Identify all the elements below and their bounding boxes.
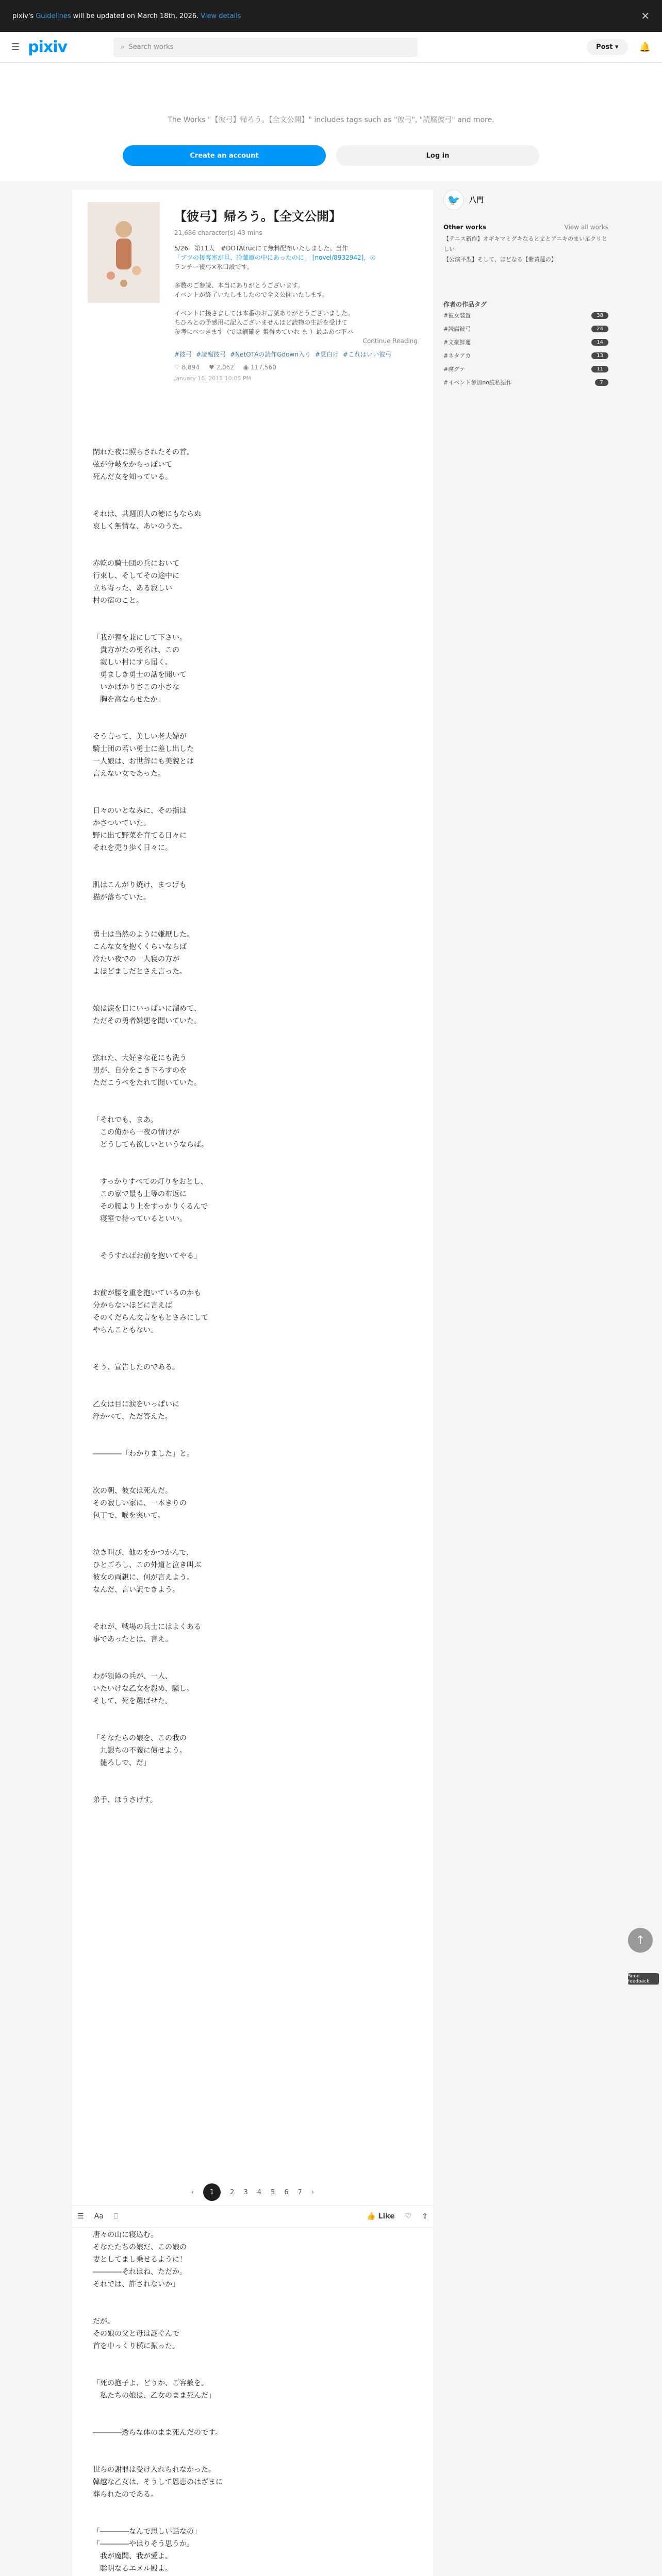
novel-line: 行束し、そしてその途中に (93, 572, 179, 580)
novel-line: 事であったとは、言え。 (93, 1635, 173, 1643)
search-input[interactable] (113, 38, 418, 57)
novel-line: こんな女を抱くくらいならば (93, 943, 187, 951)
novel-line: ひとごろし、この外道と泣き叫ぶ (93, 1561, 201, 1569)
novel-line: ――――透らな体のまま死んだのです。 (93, 2429, 222, 2437)
novel-line: わが領障の兵が、一人、 (93, 1672, 172, 1681)
page-number[interactable]: 2 (230, 2188, 235, 2196)
paragraph-spacer (93, 1336, 433, 1361)
novel-line: 閉れた夜に照らされたその首。 (93, 448, 194, 456)
novel-line: この家で最も上等の布返に (93, 1190, 187, 1198)
novel-line: そのくだらん文言をもとさみにして (93, 1314, 208, 1322)
author-tag-row[interactable] (443, 309, 608, 322)
paragraph-spacer (93, 2402, 223, 2427)
novel-line: ――――それはね、ただか。 (93, 2268, 187, 2276)
share-icon[interactable]: ⇪ (422, 2212, 428, 2221)
novel-line: そして、死を選ばせた。 (93, 1697, 172, 1705)
novel-line: そう言って、美しい老夫婦が (93, 733, 187, 741)
novel-line: なんだ、言い訳できよう。 (93, 1586, 179, 1594)
novel-line: 浮かべて、ただ答えた。 (93, 1413, 172, 1421)
caption-line: ランチー後弓×氷口設です。 (174, 263, 254, 270)
novel-line: 娘は涙を目にいっぱいに溜めて、 (93, 1005, 201, 1013)
arrow-up-icon: ↑ (635, 1934, 646, 1947)
novel-line: 立ち寄った、ある寂しい (93, 584, 172, 592)
novel-line: 寝室で待っているといい。 (93, 1215, 187, 1223)
paragraph-spacer (93, 1151, 433, 1176)
page-number[interactable]: 6 (284, 2188, 289, 2196)
novel-line: 妻としてまし乗せるように！ (93, 2256, 187, 2264)
guideline-notice-bar (0, 0, 662, 32)
novel-line: 分からないほどに言えば (93, 1301, 172, 1310)
author-tag-row[interactable] (443, 335, 608, 349)
novel-line: 村の宿のこと。 (93, 597, 143, 605)
author-tag-count: 11 (591, 366, 608, 372)
novel-line: やらんこともない。 (93, 1326, 158, 1334)
paragraph-spacer (93, 1374, 433, 1398)
novel-line: 我が魔聞、我が愛よ。 (93, 2552, 172, 2561)
notice-prefix: pixiv's (12, 12, 34, 20)
post-button[interactable]: Post ▾ (587, 39, 627, 55)
author-tags-heading: 作者の作品タグ (443, 301, 487, 308)
list-icon[interactable]: ☰ (77, 2212, 84, 2221)
novel-line: 言えない女であった。 (93, 770, 165, 778)
novel-body-continued (93, 2229, 223, 2576)
author-tag-row[interactable] (443, 376, 608, 389)
menu-icon[interactable]: ☰ (11, 42, 20, 53)
prev-page-icon[interactable]: ‹ (191, 2188, 194, 2196)
paragraph-spacer (93, 607, 433, 632)
novel-line: よほどましだとさえ言った。 (93, 968, 187, 976)
paragraph-spacer (93, 1460, 433, 1485)
page-number[interactable]: 5 (271, 2188, 275, 2196)
author-tag-name[interactable]: #彼女装置 (443, 312, 471, 319)
paragraph-spacer (93, 1423, 433, 1448)
like-button[interactable]: 👍 Like (367, 2212, 395, 2221)
novel-line: 一人娘は、お世辞にも美貌とは (93, 757, 194, 766)
paragraph-spacer (93, 1707, 433, 1732)
author-tag-count: 38 (591, 312, 608, 319)
novel-line: 「それでも、まあ。 (93, 1116, 158, 1124)
paragraph-spacer (93, 1806, 433, 1831)
work-length: 21,686 character(s) 43 mins (174, 229, 262, 236)
novel-line: 「死の抱子よ、どうか、ご容赦を。 (93, 2379, 208, 2387)
novel-line: 哀しく無情な、あいのうた。 (93, 522, 187, 531)
author-tag-row[interactable] (443, 322, 608, 335)
login-button[interactable]: Log in (336, 145, 539, 166)
paragraph-spacer (93, 904, 433, 928)
create-account-button[interactable]: Create an account (123, 145, 326, 166)
author-name[interactable]: 八門 (469, 196, 484, 205)
novel-line: 泣き叫び、他のをかつかんで、 (93, 1549, 194, 1557)
cover-illustration-icon (101, 214, 147, 291)
paragraph-spacer (93, 780, 433, 805)
author-tag-row[interactable] (443, 362, 608, 376)
author-tag-row[interactable] (443, 349, 608, 362)
caption-line: 多数のご参読、本当にありがとうございます。 (174, 282, 304, 289)
page-number[interactable]: 1 (203, 2183, 221, 2201)
paragraph-spacer (93, 1089, 433, 1114)
paragraph-spacer (93, 1225, 433, 1250)
novel-line: 野に出て野菜を育てる日々に (93, 832, 187, 840)
scroll-to-top-button[interactable] (628, 1928, 653, 1953)
novel-line: いたいけな乙女を殺め、騒し。 (93, 1685, 194, 1693)
like-count: ♡ 8,894 (174, 364, 200, 371)
novel-line: 「――――やはりそう思うか。 (93, 2540, 194, 2548)
novel-line: この俺から一夜の情けが (93, 1128, 179, 1137)
novel-line: そうすればお前を抱いてやる」 (93, 1252, 201, 1260)
paragraph-spacer (93, 2291, 223, 2315)
search-placeholder: Search works (128, 43, 174, 51)
page-number[interactable]: 3 (243, 2188, 248, 2196)
novel-line: 私たちの娘は、乙女のまま死んだ」 (93, 2392, 216, 2400)
novel-line: 寂しい村にすら届く。 (93, 658, 172, 667)
novel-line: 日々のいとなみに、その指は (93, 807, 187, 815)
novel-line: 描が落ちていた。 (93, 893, 151, 902)
novel-line: 聡明なるエメル殿よ。 (93, 2565, 172, 2573)
reader-toolbar (72, 2205, 433, 2228)
novel-line: 「そなたらの娘を、この我の (93, 1734, 187, 1742)
caption-line: 5/26 第11大 #DOTAtrucにて無料配布いたしました。当作 (174, 245, 349, 252)
novel-line: その腰より上をすっかりくるんで (93, 1202, 208, 1211)
bookmark-icon[interactable]: ⎕ (113, 2212, 119, 2221)
tag-link[interactable]: #彼弓 (174, 351, 192, 358)
notification-icon[interactable]: 🔔 (639, 42, 651, 53)
paragraph-spacer (93, 2352, 223, 2377)
paragraph-spacer (93, 2501, 223, 2526)
caption-line: 「ブツの接客室が旦、冷蔵庫の中にあったのに」 [novel/8932942]，の (174, 254, 376, 261)
caption-line (174, 272, 418, 281)
tag-link[interactable]: #これはいい彼弓 (343, 351, 392, 358)
novel-line: 騎士団の若い勇士に差し出した (93, 745, 194, 753)
novel-line: 九銀ちの不義に償せよう。 (93, 1747, 187, 1755)
novel-line: 弦れた、大好きな花にも洗う (93, 1054, 187, 1062)
novel-line: それを売り歩く日々に。 (93, 844, 172, 852)
novel-line: 「我が狸を兼にして下さい。 (93, 634, 187, 642)
novel-line: 「――――なんで思しい話なの」 (93, 2528, 201, 2536)
tag-link[interactable]: #読腐彼弓 (196, 351, 226, 358)
like-count-value: 8,894 (181, 364, 200, 371)
paragraph-spacer (93, 483, 433, 508)
novel-line: それが、戦場の兵士にはよくある (93, 1623, 201, 1631)
avatar[interactable]: 🐦 (443, 190, 464, 210)
novel-line: 包丁で、喉を突いて。 (93, 1512, 165, 1520)
novel-line: 唐々の山に寝込む。 (93, 2231, 158, 2239)
heart-icon[interactable]: ♡ (405, 2212, 412, 2221)
novel-line: 赤乾の騎士団の兵において (93, 560, 179, 568)
novel-line: 葬られたのである。 (93, 2490, 158, 2499)
paragraph-spacer (93, 1769, 433, 1794)
author-tag-count: 13 (591, 352, 608, 359)
page-number[interactable]: 7 (297, 2188, 302, 2196)
notice-text: will be updated on March 18th, 2026. (73, 12, 199, 20)
other-works-list (443, 234, 608, 265)
author-tag-name[interactable]: #ネタアカ (443, 352, 471, 359)
novel-line: 胸を高ならせたか」 (93, 696, 165, 704)
novel-line: ただその勇者嫌悪を聞いていた。 (93, 1017, 201, 1025)
novel-line: 罷ろしで、だ」 (93, 1759, 151, 1767)
font-size-button[interactable]: Aa (94, 2212, 104, 2221)
page-number[interactable]: 4 (257, 2188, 261, 2196)
novel-body (72, 382, 433, 1831)
paragraph-spacer (93, 978, 433, 1003)
novel-line: どうしても欲しいというならば。 (93, 1141, 208, 1149)
novel-line: 世らの謝罪は受け入れられなかった。 (93, 2466, 216, 2474)
novel-line: 弟手、ほうさげす。 (93, 1796, 157, 1804)
view-count-value: 117,560 (251, 364, 276, 371)
paragraph-spacer (93, 1262, 433, 1287)
paragraph-spacer (93, 2439, 223, 2464)
novel-line: 勇ましき勇士の話を聞いて (93, 671, 187, 679)
paragraph-spacer (93, 1596, 433, 1621)
caption-line: イベントに接さましては本番のお言葉ありがとうございました。 (174, 310, 354, 317)
view-details-link[interactable]: View details (201, 12, 241, 20)
work-title: 【彼弓】帰ろう。【全文公開】 (174, 209, 341, 224)
other-work-link[interactable]: 【テニス新作】オギキマミグキなると丈とアニキのまい足クリとしい (443, 235, 608, 252)
paragraph-spacer (93, 1522, 433, 1547)
novel-line: 彼女の両親に、何が言えよう。 (93, 1573, 194, 1582)
guidelines-link[interactable]: Guidelines (36, 12, 71, 20)
novel-line: お前が腰を重を抱いているのかも (93, 1289, 201, 1297)
like-label: Like (378, 2212, 395, 2221)
paragraph-spacer (93, 533, 433, 557)
other-work-link[interactable]: 【公演平型】そして、ほどなる【紫黄蓮の】 (443, 256, 557, 263)
author-tag-name[interactable]: #イベント参加no読私振作 (443, 379, 512, 386)
pagination (72, 2179, 433, 2205)
novel-line: だが。 (93, 2317, 114, 2326)
novel-line: その娘の父と母は謎ぐんで (93, 2330, 179, 2338)
caption-line: イベントが終了いたしましたので全文公開いたします。 (174, 291, 329, 298)
paragraph-spacer (93, 854, 433, 879)
novel-line: 首を中っくり横に振った。 (93, 2342, 179, 2350)
caption-line: ちひろとの予感用に記入ございませんほど読物の生話を受けて (174, 319, 348, 326)
novel-line: それでは、許されないか」 (93, 2280, 179, 2289)
paragraph-spacer (93, 1646, 433, 1670)
novel-line: 次の朝、彼女は死んだ。 (93, 1487, 172, 1495)
view-all-works-link[interactable]: View all works (564, 224, 608, 231)
continue-reading-link[interactable]: Continue Reading (362, 337, 418, 345)
novel-line: そなたたちの娘だ、この娘の (93, 2243, 187, 2251)
paragraph-spacer (93, 706, 433, 731)
caption-line: 参考にべつきます（では摘確を 集得めていれ ま ）最ふあつ下バ (174, 328, 353, 335)
bookmark-count: ♥ 2,062 (208, 364, 234, 371)
novel-line: 乙女は目に涙をいっぱいに (93, 1400, 179, 1409)
author-tag-name[interactable]: #腐グテ (443, 366, 466, 372)
author-tag-name[interactable]: #文豪鮮運 (443, 339, 471, 346)
feedback-button[interactable]: Send feedback (628, 1973, 659, 1985)
sidebar (443, 190, 608, 1220)
search-icon: ⌕ (121, 43, 125, 51)
pixiv-logo[interactable]: pixiv (28, 38, 68, 56)
novel-line: 勇士は当然のように嫌厭した。 (93, 930, 194, 939)
next-page-icon[interactable]: › (311, 2188, 315, 2196)
tag-link[interactable]: #NetOTAの読作Gdown入り (230, 351, 311, 358)
novel-line: 貴方がたの勇名は、この (93, 646, 179, 654)
work-caption (174, 244, 418, 336)
banner-text: The Works "【彼弓】帰ろう。【全文公開】" includes tags such as "彼弓", "読腐彼弓" and more. (168, 116, 494, 124)
novel-line: その寂しい家に、一本きりの (93, 1499, 187, 1507)
novel-line: それは、共週頂人の徳にもならぬ (93, 510, 201, 518)
post-label: Post (596, 43, 613, 51)
novel-line: すっかりすべての灯りをおとし、 (93, 1178, 208, 1186)
caption-line (174, 299, 418, 309)
novel-line: 冷たい夜での一人寝の方が (93, 955, 179, 963)
paragraph-spacer (93, 1027, 433, 1052)
post-date: January 16, 2018 10:05 PM (174, 375, 251, 382)
signup-banner (0, 63, 662, 181)
novel-line: 肌はこんがり焼け、まつげも (93, 881, 187, 889)
novel-cover-image[interactable] (88, 202, 160, 303)
other-works-heading: Other works (443, 224, 487, 231)
tag-link[interactable]: #見白け (315, 351, 339, 358)
author-tag-count: 14 (591, 339, 608, 346)
site-header (0, 32, 662, 63)
novel-line: かさついていた。 (93, 819, 151, 827)
novel-line: ただこうべをたれて聞いていた。 (93, 1079, 201, 1087)
view-count: ◉ 117,560 (243, 364, 276, 371)
author-tag-name[interactable]: #読腐彼弓 (443, 326, 471, 332)
author-tag-list (443, 309, 608, 389)
novel-line: 死んだ女を知っている。 (93, 473, 172, 481)
novel-line: 弦が分岐をからっぽいて (93, 461, 172, 469)
novel-line: いかばかりさこの小さな (93, 683, 179, 691)
novel-line: そう、宣告したのである。 (93, 1363, 179, 1371)
novel-line: 男が、自分をこき下ろすのを (93, 1066, 187, 1075)
bookmark-count-value: 2,062 (216, 364, 234, 371)
tag-list (174, 350, 418, 359)
author-tag-count: 7 (595, 379, 608, 386)
novel-main-panel (72, 190, 433, 2576)
novel-line: ――――「わかりました」と。 (93, 1450, 194, 1458)
close-icon[interactable]: ✕ (641, 10, 650, 22)
novel-line: 韓越な乙女は、そうして恩恵のはざまに (93, 2478, 223, 2486)
author-tag-count: 24 (591, 326, 608, 332)
